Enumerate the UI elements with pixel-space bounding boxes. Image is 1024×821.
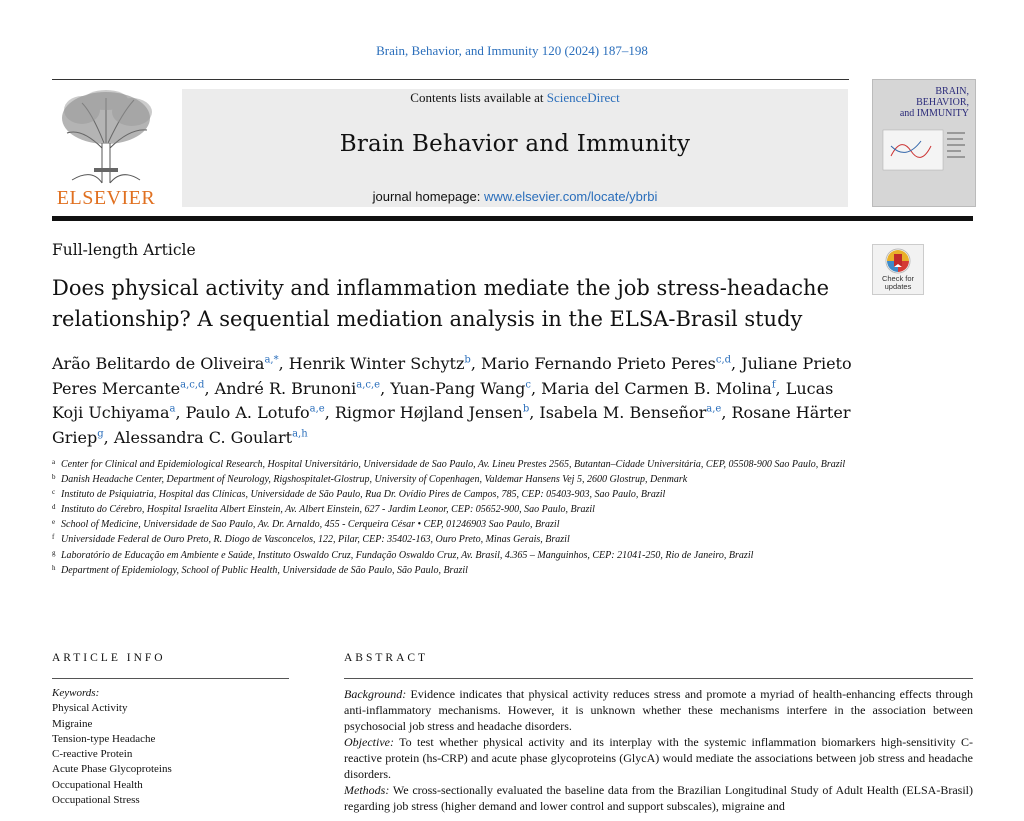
abstract-section-text: To test whether physical activity and its interplay with the systemic inflammation biomarkers high-sensitivity C-reactive protein (hs-CRP) and acute phase glycoproteins (GlycA) would mediate the associations between job stress and headache disorders. bbox=[344, 735, 973, 781]
affiliation-text: Center for Clinical and Epidemiological Research, Hospital Universitário, Universidade de Sao Paulo, Av. Lineu Prestes 2565, Butantan–Cidade Universitária, CEP, 05508-900 Sao Paulo, Brazil bbox=[61, 459, 846, 470]
article-info-rule bbox=[52, 678, 289, 679]
author-affiliation-marker[interactable]: a,c,e bbox=[356, 379, 381, 391]
author-separator: , bbox=[324, 403, 335, 422]
contents-prefix: Contents lists available at bbox=[410, 90, 544, 105]
affiliation-text: Danish Headache Center, Department of Neurology, Rigshospitalet-Glostrup, University of Copenhagen, Valdemar Hansens Vej 5, 2600 Glostrup, Denmark bbox=[61, 474, 688, 486]
author-affiliation-marker[interactable]: a bbox=[169, 403, 176, 415]
affiliation-key: g bbox=[52, 548, 56, 557]
affiliation-key: d bbox=[52, 503, 56, 512]
affiliation-key: a bbox=[52, 458, 56, 466]
article-title: Does physical activity and inflammation mediate the job stress-headache relationship? A sequential mediation analysis in the ELSA-Brasil study bbox=[52, 276, 830, 331]
affiliation-text: School of Medicine, Universidade de Sao Paulo, Av. Dr. Arnaldo, 455 - Cerqueira César • CEP, 01246903 Sao Paulo, Brazil bbox=[61, 519, 560, 531]
author-affiliation-marker[interactable]: g bbox=[97, 428, 104, 440]
crossmark-line: updates bbox=[884, 282, 912, 291]
abstract-section-label: Methods: bbox=[344, 783, 390, 797]
journal-citation[interactable]: Brain, Behavior, and Immunity 120 (2024) 187–198 bbox=[376, 43, 648, 58]
author-separator: , bbox=[204, 378, 215, 398]
affiliation-text: Instituto do Cérebro, Hospital Israelita Albert Einstein, Av. Albert Einstein, 627 - Jardim Leonor, CEP: 05652-900, Sao Paulo, Brazil bbox=[61, 504, 595, 516]
keyword-item: Acute Phase Glycoproteins bbox=[52, 763, 172, 776]
article-type: Full-length Article bbox=[52, 241, 196, 259]
keyword-item: Tension-type Headache bbox=[52, 732, 156, 745]
abstract-paragraph bbox=[344, 782, 973, 814]
contents-line bbox=[182, 90, 848, 106]
author-affiliation-marker[interactable]: b bbox=[464, 354, 471, 366]
author-separator: , bbox=[470, 354, 481, 373]
author-name[interactable]: André R. Brunoni bbox=[214, 378, 357, 398]
check-for-updates-button[interactable] bbox=[872, 244, 924, 295]
author-list bbox=[52, 352, 852, 450]
affiliation-key: f bbox=[52, 533, 55, 542]
crossmark-label bbox=[873, 275, 923, 291]
affiliation-key: b bbox=[52, 473, 56, 482]
author-name[interactable]: Paulo A. Lotufo bbox=[185, 403, 310, 422]
abstract-body bbox=[344, 686, 973, 814]
author-name[interactable]: Juliane Prieto Peres Mercante bbox=[52, 354, 852, 398]
cover-title-line: and IMMUNITY bbox=[899, 108, 969, 119]
affiliation-text: Laboratório de Educação em Ambiente e Saúde, Instituto Oswaldo Cruz, Fundação Oswaldo Cruz, Av. Brasil, 4.365 – Manguinhos, CEP: 21041-250, Rio de Janeiro, Brazil bbox=[61, 549, 754, 561]
header-top-rule bbox=[52, 79, 849, 80]
author-affiliation-marker[interactable]: a,h bbox=[292, 428, 308, 440]
author-separator: , bbox=[530, 378, 542, 398]
abstract-heading: ABSTRACT bbox=[344, 652, 429, 664]
keyword-item: C-reactive Protein bbox=[52, 748, 133, 761]
author-name[interactable]: Rosane Härter Griep bbox=[52, 403, 851, 447]
affiliation-item bbox=[52, 502, 852, 517]
homepage-line bbox=[182, 189, 848, 204]
affiliation-item bbox=[52, 532, 852, 547]
affiliation-text: Department of Epidemiology, School of Public Health, Universidade de São Paulo, São Paulo, Brazil bbox=[61, 564, 468, 576]
sciencedirect-link[interactable]: ScienceDirect bbox=[546, 90, 620, 105]
author-name[interactable]: Isabela M. Benseñor bbox=[539, 403, 707, 422]
author-affiliation-marker[interactable]: a,e bbox=[706, 403, 722, 415]
abstract-rule bbox=[344, 678, 973, 679]
author-name[interactable]: Maria del Carmen B. Molina bbox=[541, 378, 772, 398]
journal-homepage-link[interactable]: www.elsevier.com/locate/ybrbi bbox=[483, 189, 658, 204]
affiliation-key: c bbox=[52, 488, 56, 497]
cover-title-line: BEHAVIOR, bbox=[916, 97, 969, 108]
author-name[interactable]: Henrik Winter Schytz bbox=[288, 354, 465, 373]
affiliation-item bbox=[52, 563, 852, 578]
crossmark-icon bbox=[885, 248, 911, 274]
keywords-list bbox=[52, 701, 289, 808]
affiliation-item bbox=[52, 487, 852, 502]
keywords-label: Keywords: bbox=[52, 687, 100, 699]
elsevier-tree-icon bbox=[52, 88, 160, 188]
journal-title: Brain Behavior and Immunity bbox=[339, 131, 691, 157]
keyword-item: Occupational Stress bbox=[52, 794, 140, 807]
author-affiliation-marker[interactable]: b bbox=[522, 403, 530, 415]
author-affiliation-marker[interactable]: c,d bbox=[715, 354, 732, 366]
author-affiliation-marker[interactable]: a,e bbox=[309, 403, 325, 415]
author-affiliation-marker[interactable]: c bbox=[525, 379, 531, 391]
author-name[interactable]: Mario Fernando Prieto Peres bbox=[480, 354, 716, 373]
author-name[interactable]: Arão Belitardo de Oliveira bbox=[52, 354, 265, 373]
abstract-section-label: Objective: bbox=[344, 735, 394, 749]
affiliation-key: h bbox=[52, 563, 56, 572]
author-separator: , bbox=[529, 403, 540, 422]
author-separator: , bbox=[278, 354, 289, 373]
author-separator: , bbox=[721, 403, 732, 422]
author-affiliation-marker[interactable]: f bbox=[771, 379, 776, 391]
abstract-section-text: We cross-sectionally evaluated the baseline data from the Brazilian Longitudinal Study of Adult Health (ELSA-Brasil) regarding job stress (higher demand and lower control and support subscales), migraine and bbox=[344, 783, 973, 813]
author-affiliation-marker[interactable]: a,c,d bbox=[180, 379, 205, 391]
keyword-item: Physical Activity bbox=[52, 702, 128, 715]
cover-title bbox=[900, 86, 969, 119]
author-separator: , bbox=[103, 427, 114, 447]
affiliation-list bbox=[52, 457, 852, 578]
author-affiliation-marker[interactable]: a,* bbox=[264, 354, 279, 366]
cover-illustration-icon bbox=[881, 126, 969, 196]
abstract-paragraph bbox=[344, 686, 973, 734]
author-separator: , bbox=[380, 378, 391, 398]
elsevier-logo[interactable] bbox=[52, 88, 160, 210]
affiliation-key: e bbox=[52, 518, 56, 527]
elsevier-wordmark: ELSEVIER bbox=[56, 187, 156, 209]
abstract-section-text: Evidence indicates that physical activity reduces stress and promote a myriad of health-enhancing effects through anti-inflammatory mechanisms. However, it is unknown whether these mechanisms interfere in the association between psychosocial job stress and headache disorders. bbox=[344, 687, 973, 733]
keyword-item: Migraine bbox=[52, 717, 93, 730]
author-separator: , bbox=[175, 403, 186, 422]
author-name[interactable]: Lucas Koji Uchiyama bbox=[52, 378, 834, 422]
affiliation-item bbox=[52, 457, 852, 472]
homepage-prefix: journal homepage: bbox=[372, 189, 481, 204]
abstract-section-label: Background: bbox=[344, 687, 407, 701]
affiliation-item bbox=[52, 548, 852, 563]
abstract-paragraph bbox=[344, 734, 973, 782]
author-name[interactable]: Rigmor Højland Jensen bbox=[334, 403, 523, 422]
header-bottom-rule bbox=[52, 216, 973, 221]
keyword-item: Occupational Health bbox=[52, 778, 143, 791]
author-separator: , bbox=[731, 354, 742, 373]
journal-cover-thumbnail[interactable] bbox=[872, 79, 976, 207]
cover-title-line: BRAIN, bbox=[935, 86, 969, 97]
affiliation-item bbox=[52, 517, 852, 532]
author-name[interactable]: Alessandra C. Goulart bbox=[113, 427, 293, 447]
keywords-block bbox=[52, 686, 289, 808]
affiliation-item bbox=[52, 472, 852, 487]
author-name[interactable]: Yuan-Pang Wang bbox=[390, 378, 526, 398]
affiliation-text: Instituto de Psiquiatria, Hospital das Clínicas, Universidade de São Paulo, Rua Dr. Ovídio Pires de Campos, 785, CEP: 05403-903, Sao Paulo, Brazil bbox=[61, 489, 666, 501]
affiliation-text: Universidade Federal de Ouro Preto, R. Diogo de Vasconcelos, 122, Pilar, CEP: 35402-163, Ouro Preto, Minas Gerais, Brazil bbox=[61, 534, 570, 546]
author-separator: , bbox=[775, 378, 786, 398]
article-info-heading: ARTICLE INFO bbox=[52, 652, 166, 664]
crossmark-line: Check for bbox=[881, 274, 915, 283]
